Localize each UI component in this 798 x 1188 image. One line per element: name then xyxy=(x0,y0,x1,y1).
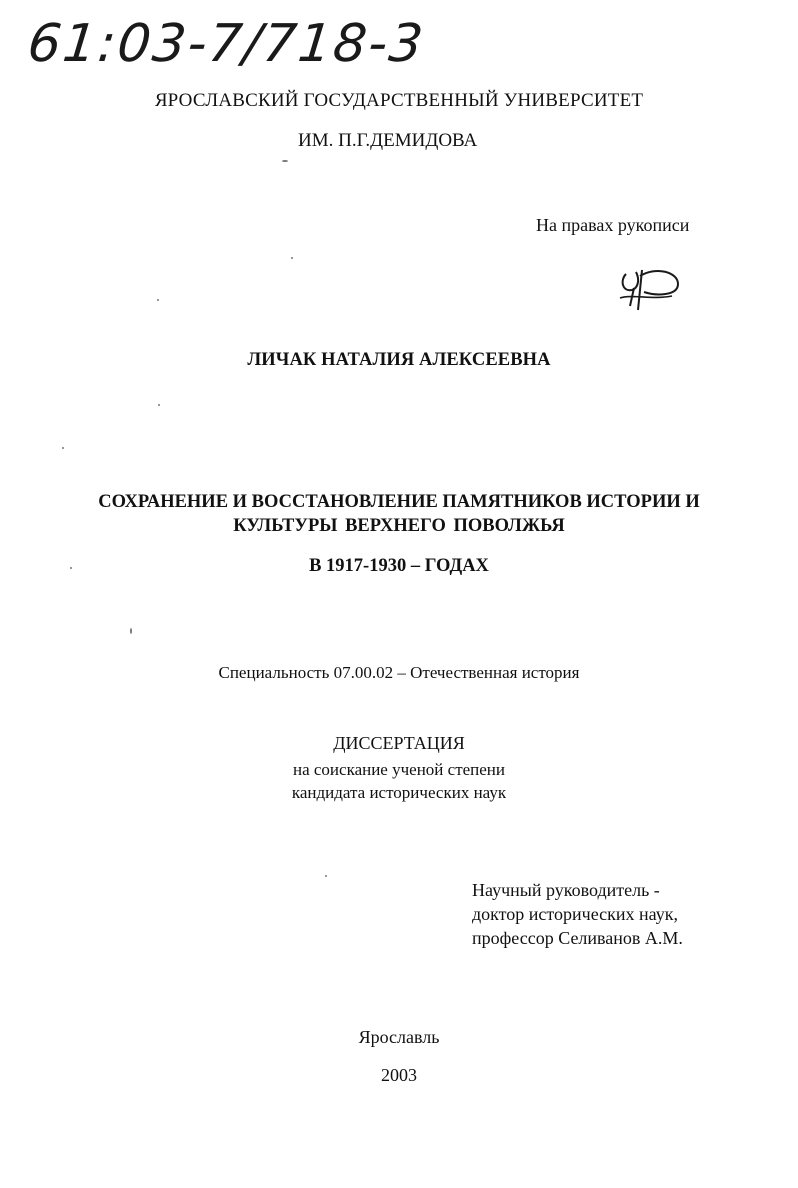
manuscript-rights-note: На правах рукописи xyxy=(536,215,690,235)
dissertation-title-line-1: СОХРАНЕНИЕ И ВОССТАНОВЛЕНИЕ ПАМЯТНИКОВ ИСТОРИИ И xyxy=(98,492,700,512)
scan-speck xyxy=(291,257,293,259)
degree-purpose-line: на соискание ученой степени xyxy=(292,760,506,779)
supervisor-degree: доктор исторических наук, xyxy=(472,904,678,924)
supervisor-label: Научный руководитель - xyxy=(472,880,660,900)
signature-icon xyxy=(612,258,692,314)
scan-speck xyxy=(158,404,160,406)
university-dedication: ИМ. П.Г.ДЕМИДОВА xyxy=(298,130,478,151)
scan-speck xyxy=(325,875,327,877)
handwritten-archive-code: 61:03-7/718-3 xyxy=(24,14,428,74)
author-name: ЛИЧАК НАТАЛИЯ АЛЕКСЕЕВНА xyxy=(247,350,551,370)
scan-speck xyxy=(62,447,64,449)
scan-speck xyxy=(282,160,288,162)
university-name: ЯРОСЛАВСКИЙ ГОСУДАРСТВЕННЫЙ УНИВЕРСИТЕТ xyxy=(154,90,644,111)
scan-speck xyxy=(70,567,72,569)
scan-speck xyxy=(130,628,132,634)
supervisor-name: профессор Селиванов А.М. xyxy=(472,928,683,948)
publication-year: 2003 xyxy=(381,1065,417,1085)
scan-speck xyxy=(157,299,159,301)
degree-name-line: кандидата исторических наук xyxy=(291,783,507,802)
dissertation-title-line-2: КУЛЬТУРЫ ВЕРХНЕГО ПОВОЛЖЬЯ xyxy=(233,516,565,536)
city-name: Ярославль xyxy=(358,1027,440,1047)
specialty-line: Специальность 07.00.02 – Отечественная история xyxy=(218,663,580,682)
archive-stamp xyxy=(24,14,488,86)
document-type-heading: ДИССЕРТАЦИЯ xyxy=(333,733,465,753)
dissertation-title-line-3: В 1917-1930 – ГОДАХ xyxy=(309,556,489,576)
